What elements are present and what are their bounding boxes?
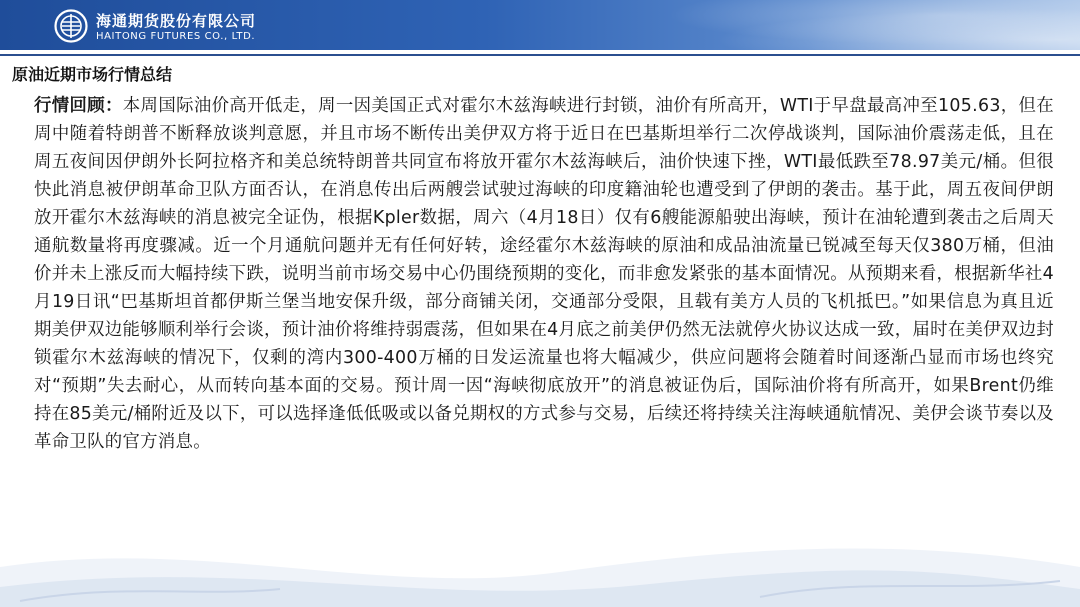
- header-banner: [0, 0, 1080, 50]
- company-name-cn: 海通期货股份有限公司: [96, 12, 257, 30]
- market-review-label: 行情回顾：: [34, 96, 123, 116]
- decorative-wave-background: [0, 497, 1080, 607]
- company-name-en: HAITONG FUTURES CO., LTD.: [96, 31, 256, 42]
- section-title: 原油近期市场行情总结: [12, 65, 173, 84]
- section-title-bar: [0, 54, 1080, 90]
- market-review-paragraph: [34, 92, 1054, 456]
- market-review-text: 本周国际油价高开低走，周一因美国正式对霍尔木兹海峡进行封锁，油价有所高开，WTI于早盘最高冲至105.63，但在周中随着特朗普不断释放谈判意愿，并且市场不断传出美伊双方将于近日在巴基斯坦举行二次停战谈判，国际油价震荡走低，且在周五夜间因伊朗外长阿拉格齐和美总统特朗普共同宣布将放开霍尔木兹海峡后，油价快速下挫，WTI最低跌至78.97美元/桶。但很快此消息被伊朗革命卫队方面否认，在消息传出后两艘尝试驶过海峡的印度籍油轮也遭受到了伊朗的袭击。基于此，周五夜间伊朗放开霍尔木兹海峡的消息被完全证伪，根据Kpler数据，周六（4月18日）仅有6艘能源船驶出海峡，预计在油轮遭到袭击之后周天通航数量将再度骤减。近一个月通航问题并无有任何好转，途经霍尔木兹海峡的原油和成品油流量已锐减至每天仅380万桶，但油价并未上涨反而大幅持续下跌，说明当前市场交易中心仍围绕预期的变化，而非愈发紧张的基本面情况。从预期来看，根据新华社4月19日讯“巴基斯坦首都伊斯兰堡当地安保升级，部分商铺关闭，交通部分受限，且载有美方人员的飞机抵巴。”如果信息为真且近期美伊双边能够顺利举行会谈，预计油价将维持弱震荡，但如果在4月底之前美伊仍然无法就停火协议达成一致，届时在美伊双边封锁霍尔木兹海峡的情况下，仅剩的湾内300-400万桶的日发运流量也将大幅减少，供应问题将会随着时间逐渐凸显而市场也终究对“预期”失去耐心，从而转向基本面的交易。预计周一因“海峡彻底放开”的消息被证伪后，国际油价将有所高开，如果Brent仍维持在85美元/桶附近及以下，可以选择逢低低吸或以备兑期权的方式参与交易，后续还将持续关注海峡通航情况、美伊会谈节奏以及革命卫队的官方消息。: [34, 96, 1054, 452]
- haitong-logo-icon: [54, 9, 88, 43]
